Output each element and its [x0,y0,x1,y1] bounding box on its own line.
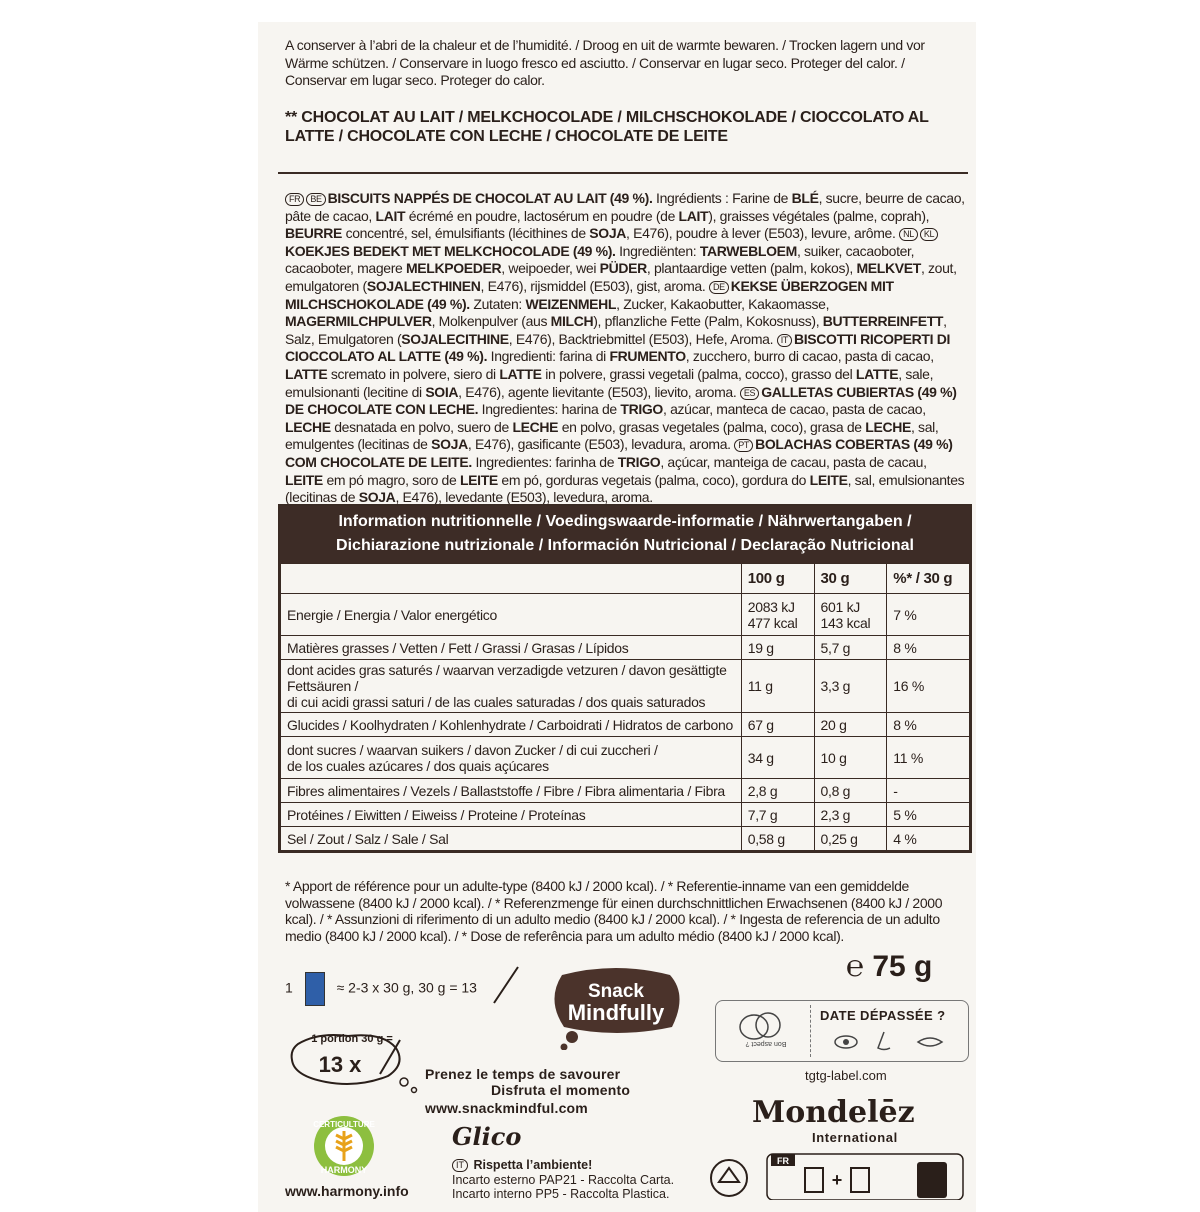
harmony-logo [300,1115,388,1177]
date-passed-label: DATE DÉPASSÉE ? [820,1008,946,1023]
allergen: WEIZENMEHL [525,295,617,312]
ingredients-text: em pó magro, soro de [322,471,460,488]
nutrition-table [278,504,972,853]
allergen: LATTE [855,365,899,382]
chocolate-type-heading: ** CHOCOLAT AU LAIT / MELKCHOCOLADE / MILCHSCHOKOLADE / CIOCCOLATO AL LATTE / CHOCOLATE CON LECHE / CHOCOLATE DE LEITE [285,109,929,145]
ingredients-title-de: KEKSE ÜBERZOGEN MIT MILCHSCHOKOLADE (49 %). [285,277,894,312]
cell-value: 4 % [893,830,917,847]
allergen: FRUMENTO [609,348,686,365]
ingredients-text: , E476), rijsmiddel (E503), gist, aroma. [480,277,709,294]
cell-value: 8 % [893,716,917,733]
allergen: MELKVET [856,260,921,277]
box-icon [805,1168,823,1192]
ingredients-text: desnatada en polvo, suero de [330,418,513,435]
portion-equation: ≈ 2-3 x 30 g, 30 g = 13 [336,979,477,996]
ingredients-text: , sale, emulsionanti (lecitine di [285,365,934,400]
cell-value: 5 % [893,806,917,823]
ingredients-text: , zucchero, burro di cacao, pasta di cacao, [685,348,934,365]
ingredients-text: ), pflanzliche Fette (Palm, Kokosnuss), [593,313,823,330]
cell-value: dont sucres / waarvan suikers / davon Zucker / di cui zuccheri / [287,741,658,758]
senses-icons [832,1030,952,1054]
ingredients-text: , Zucker, Kakaobutter, Kakaomasse, [616,295,830,312]
cell-value: 2083 kJ [747,598,795,615]
cell-value: di cui acidi grassi saturi / de las cuales saturadas / dos quais saturados [287,694,706,710]
divider [278,172,968,174]
recycle-line1: Rispetta l’ambiente! [473,1158,593,1172]
harmony-bottom-text: HARMONY [320,1165,368,1175]
allergen: SOJALECITHINE [401,330,509,347]
mondelez-sub: International [812,1130,898,1145]
cell-value: 16 % [893,678,925,694]
allergen: MELKPOEDER [405,260,502,277]
wrapper-icon [851,1168,869,1192]
col-reference-intake: %* / 30 g [887,564,970,594]
allergen: TRIGO [617,453,661,470]
harmony-url: www.harmony.info [285,1183,409,1199]
allergen: LEITE [285,471,323,488]
table-cell [814,713,887,737]
ingredients-text: , plantaardige vetten (palm, kokos), [646,260,857,277]
ingredients-text: , zout, emulgatoren ( [285,260,957,294]
ingredients-text: , E476), agente lievitante (E503), lievito, aroma. [458,383,740,400]
eye-icon [835,1036,857,1048]
table-cell [887,594,970,636]
allergen: MILCH [550,313,594,330]
table-cell [887,737,970,779]
portion-info [285,972,477,1006]
ingredients-text: Ingrediënten: [615,242,700,259]
stick-icon [492,965,522,1005]
snack-mindfully-logo [542,965,690,1050]
cell-value: 477 kcal [747,614,798,631]
table-cell [741,737,814,779]
cell-value: 3,3 g [820,678,851,694]
ingredients-text: , E476), Backtriebmittel (E503), Hefe, Aroma. [508,330,777,347]
ingredients-text: concentré, sel, émulsifiants (lécithines de [342,225,590,242]
cell-value: Fibres alimentaires / Vezels / Ballaststoffe / Fibre / Fibra alimentaria / Fibra [287,782,725,799]
ingredients-text: in polvere, grassi vegetali (palma, cocco), grasso del [541,365,856,382]
table-cell [814,779,887,803]
ingredients-text: Ingredientes: harina de [478,401,621,418]
lang-badge-fr: FR [285,193,304,206]
allergen: SOJA [589,225,627,242]
recycling-bin-icon [917,1162,947,1198]
lang-badge-kl: KL [920,228,938,241]
nutrition-title-line2: Dichiarazione nutrizionale / Información Nutricional / Declaração Nutricional [336,537,914,554]
allergen: BLÉ [791,190,819,206]
recycle-line2: Incarto esterno PAP21 - Raccolta Carta. [452,1172,675,1187]
table-cell [281,594,742,636]
allergen: LEITE [809,471,848,488]
table-cell [887,779,970,803]
cell-value: Glucides / Koolhydraten / Kohlenhydrate / Carboidrati / Hidratos de carbono [287,716,733,733]
allergen: SOJA [431,436,468,453]
table-cell [741,713,814,737]
bubble-label: 1 portion 30 g = [311,1033,393,1045]
nutrition-header [280,506,970,563]
savour-text [425,1066,630,1116]
cell-value: Sel / Zout / Salz / Sale / Sal [287,830,449,847]
storage-instructions: A conserver à l’abri de la chaleur et de l’humidité. / Droog en uit de warmte bewaren. / Trocken lagern und vor Wärme schützen. / Conservare in luogo fresco ed asciutto. / Conservar en lugar seco. Proteger del calor. / Conservar em lugar seco. Proteger do calor. [285,37,925,89]
mouth-icon [918,1038,942,1046]
recycle-line3: Incarto interno PP5 - Raccolta Plastica. [452,1187,670,1201]
table-cell [281,713,742,737]
ingredients-text: Zutaten: [469,295,526,312]
cell-value: dont acides gras saturés / waarvan verzadigde vetzuren / davon gesättigte Fettsäuren / [287,662,727,694]
allergen: LECHE [512,418,559,435]
cell-value: 10 g [820,749,847,766]
table-cell [281,779,742,803]
ingredients-text: Ingredienti: farina di [487,348,610,365]
table-cell [814,827,887,851]
table-row [281,713,970,737]
divider [810,1005,812,1057]
lang-badge-be: BE [306,193,325,206]
allergen: LAIT [678,207,709,224]
ingredients-text: Ingrédients : Farine de [652,190,792,206]
lang-badge-it: IT [777,334,792,347]
cell-value: 20 g [820,716,847,733]
table-cell [887,660,970,713]
cell-value: 8 % [893,639,917,656]
ingredients-text: , E476), poudre à lever (E503), levure, arôme. [626,225,900,242]
table-cell [814,660,887,713]
allergen: BUTTERREINFETT [822,313,944,330]
ingredients-title-fr: BISCUITS NAPPÉS DE CHOCOLAT AU LAIT (49 %). [327,190,653,206]
cell-value: 0,58 g [747,830,785,847]
ingredients-text: écrémé en poudre, lactosérum en poudre (de [405,207,679,224]
allergen: LATTE [285,365,328,382]
allergen: SOIA [425,383,459,400]
table-cell [281,803,742,827]
table-row [281,827,970,851]
portion-bubble [288,1030,423,1095]
table-cell [281,737,742,779]
cell-value: 5,7 g [820,639,851,656]
tgtg-small-text: Bon aspect ? [745,1040,787,1047]
cell-value: Energie / Energia / Valor energético [287,606,497,623]
ingredients-text: Ingredientes: farinha de [471,453,618,470]
table-row [281,594,970,636]
table-cell [887,713,970,737]
allergen: SOJA [358,489,396,506]
sort-country: FR [777,1156,789,1166]
svg-text:+: + [831,1170,843,1190]
lang-badge-de: DE [709,281,729,294]
lang-badge-es: ES [740,387,759,400]
ingredients-block [285,190,965,507]
net-weight: ℮ 75 g [846,950,933,983]
ingredients-text: , açúcar, manteiga de cacau, pasta de cacau, [660,453,927,470]
table-cell [281,636,742,660]
ingredients-title-es: GALLETAS CUBIERTAS (49 %) DE CHOCOLATE CON LECHE. [285,383,957,418]
lang-badge-pt: PT [734,439,753,452]
allergen: LECHE [865,418,911,435]
table-cell [741,827,814,851]
lang-badge-nl: NL [899,228,918,241]
table-row [281,737,970,779]
table-row [281,779,970,803]
cell-value: 34 g [747,749,774,766]
cell-value: 0,8 g [820,782,851,799]
col-30g: 30 g [814,564,887,594]
cell-value: 143 kcal [820,614,871,631]
allergen: TARWEBLOEM [699,242,797,259]
table-cell [814,803,887,827]
table-header-row [281,564,970,594]
savour-line2: Disfruta el momento [491,1082,631,1098]
cell-value: 19 g [747,639,774,656]
table-cell [814,737,887,779]
cell-value: de los cuales azúcares / dos quais açúcares [287,757,549,774]
ingredients-title-nl: KOEKJES BEDEKT MET MELKCHOCOLADE (49 %). [285,242,616,259]
table-cell [281,660,742,713]
table-cell [741,594,814,636]
allergen: LECHE [285,418,331,435]
tgtg-url: tgtg-label.com [805,1068,887,1083]
table-cell [741,803,814,827]
table-row [281,660,970,713]
table-cell [741,636,814,660]
snack-logo-line2: Mindfully [567,1000,665,1025]
ingredients-text: , sal, emulgentes (lecitinas de [285,418,939,453]
allergen: LATTE [499,365,542,382]
lang-badge-it: IT [452,1159,468,1172]
cell-value: 67 g [747,716,774,733]
allergen: BEURRE [285,225,343,242]
cookie-icon [728,1005,808,1055]
allergen: MAGERMILCHPULVER [285,313,432,330]
glico-logo: Glico [452,1122,522,1151]
savour-line1: Prenez le temps de savourer [425,1066,621,1082]
cell-value: 11 % [893,749,923,766]
cell-value: 0,25 g [820,830,858,847]
bubble-count: 13 x [318,1052,362,1077]
table-cell [741,779,814,803]
cell-value: Protéines / Eiwitten / Eiweiss / Proteine / Proteínas [287,806,586,823]
ingredients-text: ), graisses végétales (palme, coprah), [708,207,930,224]
table-cell [887,827,970,851]
ingredients-text: , E476), gasificante (E503), levadura, aroma. [467,436,735,453]
ingredients-text: , sucre, beurre de cacao, pâte de cacao, [285,190,965,224]
cell-value: 7,7 g [747,806,778,823]
ingredients-text: , Salz, Emulgatoren ( [285,313,947,347]
triman-icon [711,1160,747,1196]
ingredients-text: , sal, emulsionantes (lecitinas de [285,471,965,506]
cell-value: 7 % [893,606,917,623]
biscuit-pack-icon [305,972,325,1006]
allergen: LEITE [459,471,498,488]
ingredients-text: en polvo, grasas vegetales (palma, coco), grasa de [558,418,866,435]
table-cell [887,803,970,827]
cell-value: Matières grasses / Vetten / Fett / Grassi / Grasas / Lípidos [287,639,629,656]
cell-value: 2,3 g [820,806,851,823]
nutrition-title-line1: Information nutritionnelle / Voedingswaarde-informatie / Nährwertangaben / [338,513,912,530]
snackmindful-url: www.snackmindful.com [425,1100,588,1116]
ingredients-text: em pó, gorduras vegetais (palma, coco), gordura do [497,471,810,488]
table-cell [281,827,742,851]
nose-icon [878,1032,890,1050]
snack-logo-line1: Snack [588,981,644,1002]
ingredients-text: scremato in polvere, siero di [327,365,500,382]
table-cell [741,660,814,713]
table-row [281,803,970,827]
ingredients-text: , weipoeder, wei [501,260,600,277]
allergen: SOJALECTHINEN [366,277,481,294]
recycling-info [452,1158,674,1202]
allergen: PÜDER [599,260,647,277]
allergen: TRIGO [620,401,663,418]
table-row [281,636,970,660]
cell-value: 11 g [747,678,773,694]
ingredients-text: , E476), levedante (E503), levedura, aroma. [395,489,653,506]
ingredients-text: , suiker, cacaoboter, cacaoboter, magere [285,242,915,277]
table-cell [814,594,887,636]
nutrition-grid [280,563,970,851]
col-100g: 100 g [741,564,814,594]
ingredients-title-it: BISCOTTI RICOPERTI DI CIOCCOLATO AL LATTE (49 %). [285,330,950,365]
ingredients-text: , Molkenpulver (aus [431,313,551,330]
table-cell [814,636,887,660]
cell-value: 601 kJ [820,598,860,615]
cell-value: 2,8 g [747,782,778,799]
harmony-top-text: CERTICULTURE [313,1120,375,1129]
ingredients-text: , azúcar, manteca de cacao, pasta de cacao, [662,401,926,418]
table-cell [281,564,742,594]
reference-intake-footnote: * Apport de référence pour un adulte-type (8400 kJ / 2000 kcal). / * Referentie-inname van een gemiddelde volwassene (8400 kJ / 2000 kcal). / * Referenzmenge für einen durchschnittlichen Erwachsenen (8400 kJ / 2000 kcal). / * Assunzioni di riferimento di un adulto medio (8400 kJ / 2000 kcal). / * Ingesta de referencia de un adulto medio (8400 kJ / 2000 kcal). / * Dose de referência para um adulto médio (8400 kJ / 2000 kcal). [285,878,943,944]
table-cell [887,636,970,660]
cell-value: - [893,782,898,799]
allergen: LAIT [375,207,406,224]
mondelez-logo: Mondelēz [752,1095,915,1130]
ingredients-title-pt: BOLACHAS COBERTAS (49 %) COM CHOCOLATE DE LEITE. [285,436,953,470]
portion-count: 1 [285,979,293,996]
triman-sorting-logo [705,1152,967,1200]
